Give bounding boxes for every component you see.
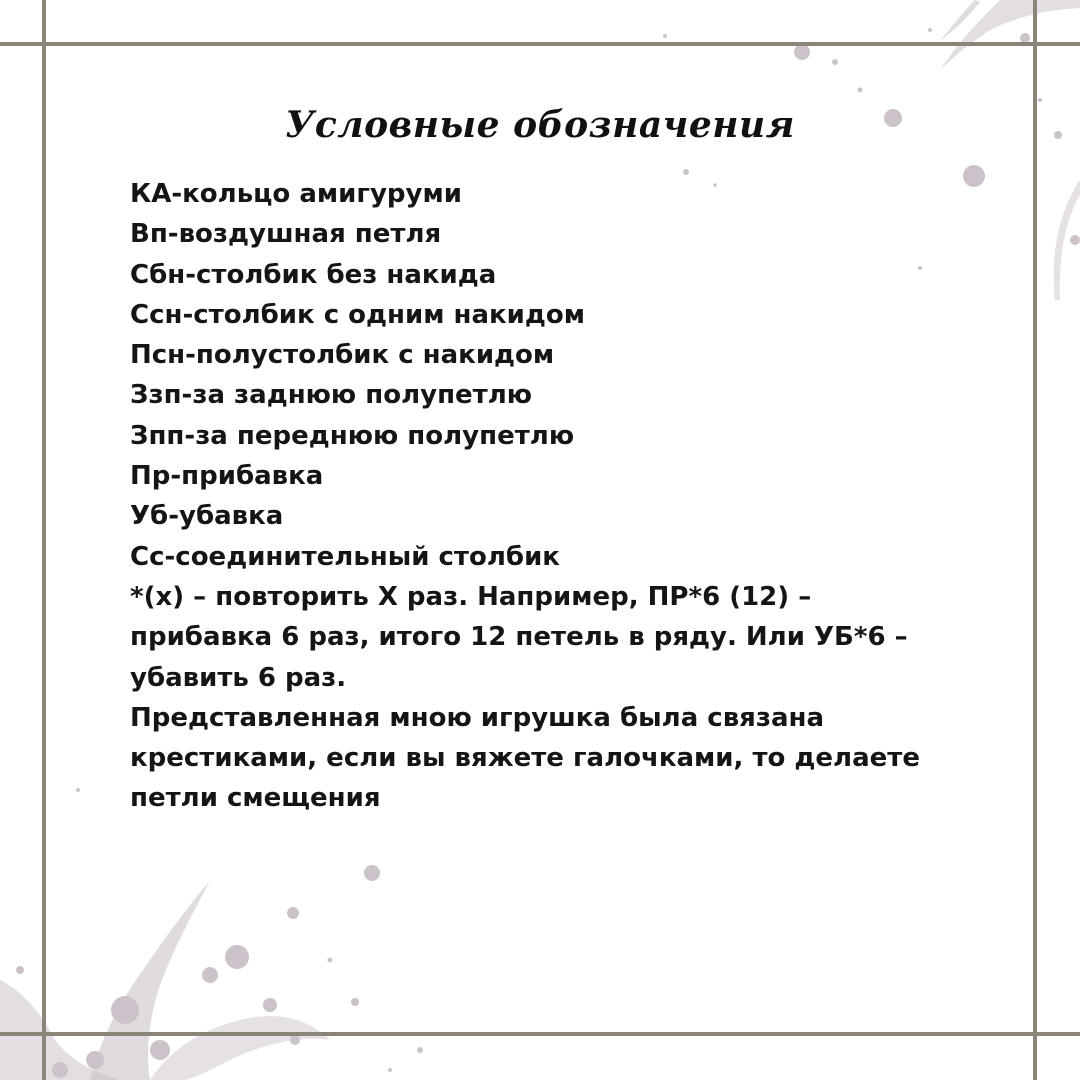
frame-top-line	[0, 42, 1080, 46]
legend-item: КА-кольцо амигуруми	[130, 179, 462, 209]
legend-item: Псн-полустолбик с накидом	[130, 340, 555, 371]
legend-item: Зпп-за переднюю полупетлю	[130, 420, 575, 451]
repeat-note: *(x) – повторить X раз. Например, ПР*6 (12) – прибавка 6 раз, итого 12 петель в ряду. Или УБ*6 – убавить 6 раз.	[130, 581, 908, 693]
legend-item: Уб-убавка	[130, 501, 284, 532]
frame-right-line	[1033, 0, 1037, 1080]
legend-item: Ззп-за заднюю полупетлю	[130, 380, 533, 411]
frame-left-line	[42, 0, 46, 1080]
legend-item: Сбн-столбик без накида	[130, 259, 497, 290]
legend-item: Пр-прибавка	[130, 461, 324, 492]
page-title: Условные обозначения	[285, 104, 795, 146]
legend-item: Вп-воздушная петля	[130, 219, 442, 250]
final-note: Представленная мною игрушка была связана крестиками, если вы вяжете галочками, то делаете петли смещения	[130, 702, 920, 814]
legend-list	[130, 174, 930, 819]
legend-item: Сс-соединительный столбик	[130, 541, 560, 572]
legend-item: Ссн-столбик с одним накидом	[130, 299, 585, 330]
frame-bottom-line	[0, 1032, 1080, 1036]
